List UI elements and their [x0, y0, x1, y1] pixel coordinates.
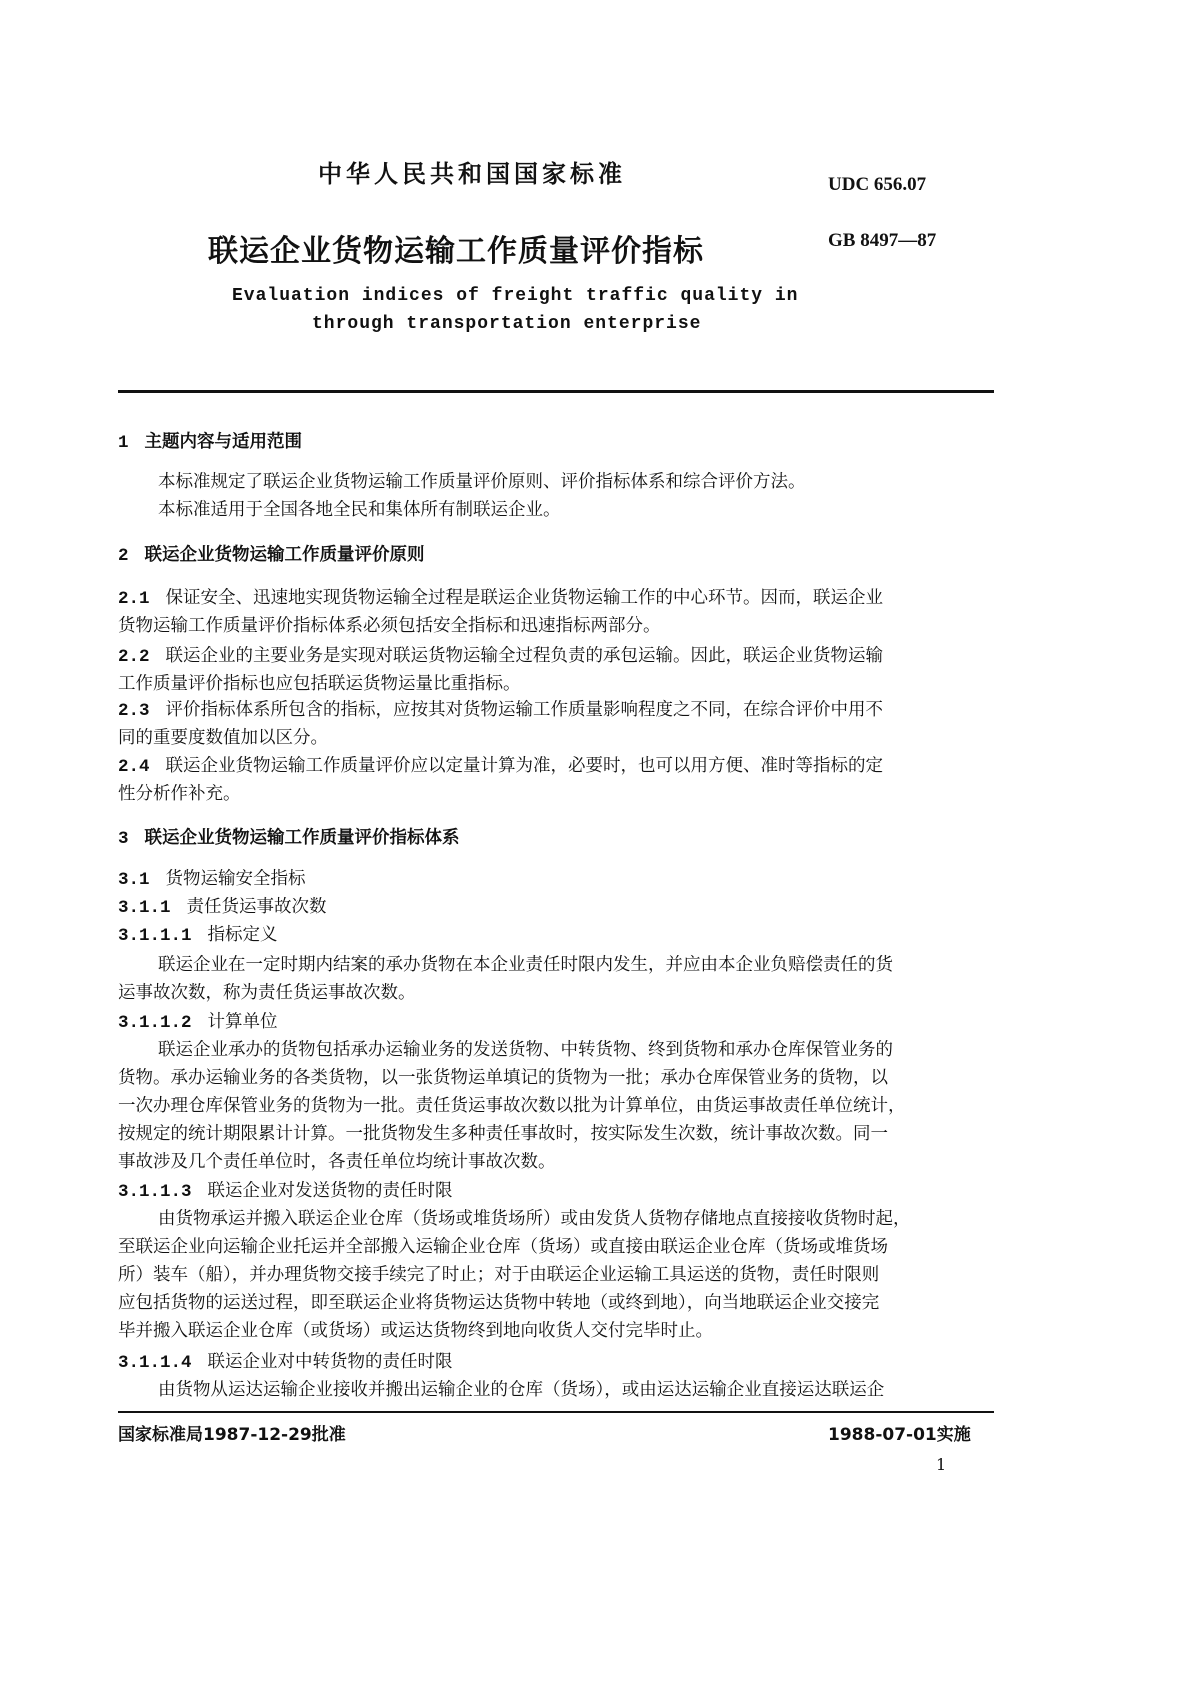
- line-text: 运事故次数，称为责任货运事故次数。: [118, 983, 416, 1003]
- line-text: 保证安全、迅速地实现货物运输全过程是联运企业货物运输工作的中心环节。因而，联运企业: [165, 588, 884, 608]
- line-text: 应包括货物的运送过程，即至联运企业将货物运达货物中转地（或终到地），向当地联运企业交接完: [118, 1293, 880, 1313]
- clause-number: 2.3: [118, 701, 150, 721]
- line-text: 计算单位: [207, 1012, 278, 1032]
- footer-rule: [118, 1411, 994, 1413]
- line-text: 联运企业货物运输工作质量评价指标体系: [144, 828, 460, 848]
- clause-number: 3.1: [118, 870, 150, 890]
- line-text: 一次办理仓库保管业务的货物为一批。责任货运事故次数以批为计算单位，由货运事故责任单位统计，: [118, 1096, 906, 1116]
- clause-number: 2.2: [118, 647, 150, 667]
- clause-number: 2: [118, 546, 129, 566]
- section-heading: [118, 428, 302, 453]
- english-title-line-1: Evaluation indices of freight traffic quality in: [232, 286, 799, 306]
- paragraph-line: [118, 670, 521, 695]
- line-text: 联运企业货物运输工作质量评价应以定量计算为准，必要时，也可以用方便、准时等指标的定: [165, 756, 884, 776]
- clause-number: 3.1.1.4: [118, 1353, 192, 1373]
- paragraph-line: [158, 1205, 911, 1230]
- paragraph-line: [158, 1036, 893, 1061]
- udc-code: UDC 656.07: [828, 174, 927, 195]
- paragraph-line: [118, 979, 416, 1004]
- header-rule: [118, 390, 994, 393]
- section-heading: [118, 541, 425, 566]
- line-text: 毕并搬入联运企业仓库（或货场）或运达货物终到地向收货人交付完毕时止。: [118, 1321, 713, 1341]
- effective-date: 1988-07-01实施: [828, 1425, 971, 1445]
- line-text: 由货物从运达运输企业接收并搬出运输企业的仓库（货场），或由运达运输企业直接运达联运企: [158, 1380, 885, 1400]
- clause-heading: [118, 865, 306, 890]
- paragraph-line: [118, 1289, 879, 1314]
- paragraph-line: [118, 1233, 888, 1258]
- paragraph-line: [118, 1064, 888, 1089]
- line-text: 联运企业的主要业务是实现对联运货物运输全过程负责的承包运输。因此，联运企业货物运输: [165, 646, 884, 666]
- paragraph-line: [118, 724, 328, 749]
- line-text: 联运企业对发送货物的责任时限: [207, 1181, 453, 1201]
- line-text: 联运企业在一定时期内结案的承办货物在本企业责任时限内发生，并应由本企业负赔偿责任的货: [158, 955, 893, 975]
- clause-number: 2.4: [118, 757, 150, 777]
- line-text: 工作质量评价指标也应包括联运货物运量比重指标。: [118, 674, 521, 694]
- clause-heading: [118, 752, 883, 777]
- gb-number: GB 8497—87: [828, 230, 937, 251]
- clause-heading: [118, 584, 883, 609]
- line-text: 联运企业承办的货物包括承办运输业务的发送货物、中转货物、终到货物和承办仓库保管业务的: [158, 1040, 893, 1060]
- clause-number: 3: [118, 829, 129, 849]
- line-text: 事故涉及几个责任单位时，各责任单位均统计事故次数。: [118, 1152, 556, 1172]
- line-text: 联运企业对中转货物的责任时限: [207, 1352, 453, 1372]
- line-text: 指标定义: [207, 925, 278, 945]
- section-heading: [118, 824, 460, 849]
- line-text: 货物运输安全指标: [165, 869, 306, 889]
- paragraph-line: [118, 612, 661, 637]
- line-text: 本标准规定了联运企业货物运输工作质量评价原则、评价指标体系和综合评价方法。: [158, 472, 806, 492]
- line-text: 评价指标体系所包含的指标，应按其对货物运输工作质量影响程度之不同，在综合评价中用不: [165, 700, 884, 720]
- line-text: 货物运输工作质量评价指标体系必须包括安全指标和迅速指标两部分。: [118, 616, 661, 636]
- paragraph-line: [118, 780, 241, 805]
- clause-number: 1: [118, 433, 129, 453]
- line-text: 由货物承运并搬入联运企业仓库（货场或堆货场所）或由发货人货物存储地点直接接收货物时起，: [158, 1209, 911, 1229]
- line-text: 性分析作补充。: [118, 784, 241, 804]
- clause-heading: [118, 893, 327, 918]
- clause-heading: [118, 642, 883, 667]
- paragraph-line: [118, 1261, 879, 1286]
- clause-number: 3.1.1.1: [118, 926, 192, 946]
- clause-number: 3.1.1.2: [118, 1013, 192, 1033]
- clause-number: 2.1: [118, 589, 150, 609]
- paragraph-line: [158, 1376, 884, 1401]
- line-text: 所）装车（船），并办理货物交接手续完了时止；对于由联运企业运输工具运送的货物，责任时限则: [118, 1265, 880, 1285]
- line-text: 本标准适用于全国各地全民和集体所有制联运企业。: [158, 500, 561, 520]
- national-standard-label: 中华人民共和国国家标准: [318, 160, 626, 188]
- english-title-line-2: through transportation enterprise: [312, 314, 702, 334]
- line-text: 至联运企业向运输企业托运并全部搬入运输企业仓库（货场）或直接由联运企业仓库（货场或堆货场: [118, 1237, 888, 1257]
- paragraph-line: [158, 951, 893, 976]
- document-title: 联运企业货物运输工作质量评价指标: [208, 234, 704, 269]
- clause-heading: [118, 921, 278, 946]
- paragraph-line: [118, 1092, 906, 1117]
- paragraph-line: [118, 1317, 713, 1342]
- clause-number: 3.1.1: [118, 898, 171, 918]
- line-text: 联运企业货物运输工作质量评价原则: [144, 545, 425, 565]
- clause-heading: [118, 696, 883, 721]
- line-text: 按规定的统计期限累计计算。一批货物发生多种责任事故时，按实际发生次数，统计事故次数。同一: [118, 1124, 888, 1144]
- paragraph-line: [118, 1148, 556, 1173]
- clause-heading: [118, 1348, 453, 1373]
- line-text: 同的重要度数值加以区分。: [118, 728, 328, 748]
- clause-heading: [118, 1177, 453, 1202]
- clause-number: 3.1.1.3: [118, 1182, 192, 1202]
- paragraph-line: [118, 1120, 888, 1145]
- line-text: 责任货运事故次数: [186, 897, 327, 917]
- clause-heading: [118, 1008, 278, 1033]
- paragraph-line: [158, 496, 561, 521]
- page-number: 1: [936, 1455, 947, 1474]
- paragraph-line: [158, 468, 806, 493]
- approval-date: 国家标准局1987-12-29批准: [118, 1425, 346, 1445]
- line-text: 主题内容与适用范围: [144, 432, 303, 452]
- line-text: 货物。承办运输业务的各类货物，以一张货物运单填记的货物为一批；承办仓库保管业务的货物，以: [118, 1068, 888, 1088]
